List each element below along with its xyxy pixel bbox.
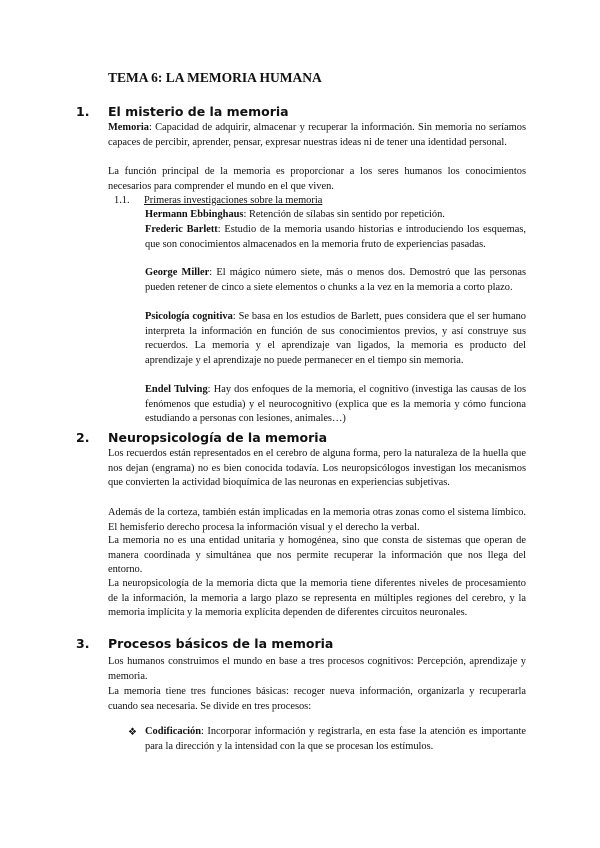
researcher-ebbinghaus	[145, 208, 526, 223]
subsection-heading-1-1	[114, 195, 322, 206]
codificacion-term: Codificación	[145, 726, 201, 737]
researcher-tulving	[145, 383, 526, 427]
neuro-paragraph-4: La neuropsicología de la memoria dicta que la memoria tiene diferentes niveles de procesamiento de la información, la memoria a largo plazo se representa en múltiples regiones del cerebro, y la memoria implícita y la memoria explícita dependen de diferentes circuitos neuronales.	[108, 578, 526, 619]
codificacion-item	[145, 725, 526, 754]
codificacion-text: : Incorporar información y registrarla, en esta fase la atención es importante para la dirección y la intensidad con la que se procesan los estímulos.	[145, 726, 526, 752]
section-label: El misterio de la memoria	[108, 104, 289, 119]
psicologia-cognitiva	[145, 310, 526, 368]
subsection-label: Primeras investigaciones sobre la memoria	[144, 195, 323, 206]
section-heading-2	[76, 430, 328, 445]
section-label: Procesos básicos de la memoria	[108, 636, 334, 651]
procesos-paragraph-1: Los humanos construimos el mundo en base a tres procesos cognitivos: Percepción, aprendizaje y memoria.	[108, 656, 526, 682]
researcher-text: : El mágico número siete, más o menos dos. Demostró que las personas pueden retener de cinco a siete elementos o chunks a la vez en la memoria a corto plazo.	[145, 267, 526, 293]
researcher-term: Endel Tulving	[145, 384, 208, 395]
section-number: 3.	[76, 636, 90, 651]
researcher-barlett	[145, 223, 526, 252]
researcher-term: Hermann Ebbinghaus	[145, 209, 244, 220]
researcher-text: : Hay dos enfoques de la memoria, el cognitivo (investiga las causas de los fenómenos que estudia) y el neurocognitivo (explica que es la memoria y cómo funciona estudiando a personas con lesiones, animales…)	[145, 384, 526, 425]
procesos-paragraph-2: La memoria tiene tres funciones básicas: recoger nueva información, organizarla y recuperarla cuando sea necesaria. Se divide en tres procesos:	[108, 686, 526, 712]
memoria-definition	[108, 121, 526, 150]
researcher-term: Psicología cognitiva	[145, 311, 233, 322]
section-heading-1	[76, 104, 289, 119]
neuro-paragraph-1: Los recuerdos están representados en el cerebro de alguna forma, pero la naturaleza de la huella que nos dejan (engrama) no es bien conocida todavía. Los neuropsicólogos investigan los mecanismos que convierten la actividad bioquímica de las neuronas en experiencias subjetivas.	[108, 448, 526, 489]
researcher-term: Frederic Barlett	[145, 224, 218, 235]
subsection-number: 1.1.	[114, 195, 130, 206]
neuro-paragraph-2: Además de la corteza, también están implicadas en la memoria otras zonas como el sistema límbico. El hemisferio derecho procesa la información visual y el derecho la verbal.	[108, 507, 526, 533]
section-label: Neuropsicología de la memoria	[108, 430, 328, 445]
researcher-text: : Estudio de la memoria usando historias e introduciendo los esquemas, que son conocimientos almacenados en la memoria fruto de experiencias pasadas.	[145, 224, 526, 250]
section-number: 2.	[76, 430, 90, 445]
term-memoria: Memoria	[108, 122, 149, 133]
diamond-bullet-icon: ❖	[128, 727, 137, 738]
memoria-function: La función principal de la memoria es proporcionar a los seres humanos los conocimientos necesarios para comprender el mundo en el que viven.	[108, 166, 526, 192]
researcher-text: : Retención de sílabas sin sentido por repetición.	[243, 209, 445, 220]
section-number: 1.	[76, 104, 90, 119]
section-heading-3	[76, 636, 334, 651]
memoria-def-text: : Capacidad de adquirir, almacenar y recuperar la información. Sin memoria no seríamos capaces de percibir, aprender, pensar, expresar nuestras ideas ni de tener una identidad personal.	[108, 122, 526, 148]
neuro-paragraph-3: La memoria no es una entidad unitaria y homogénea, sino que consta de sistemas que operan de manera coordinada y simultánea que nos permite recuperar la información que nos llega del entorno.	[108, 535, 526, 576]
researcher-text: : Se basa en los estudios de Barlett, pues considera que el ser humano interpreta la información en función de sus conocimientos previos, y así construye sus recuerdos. La memoria y el aprendizaje van ligados, la memoria es producto del aprendizaje y el aprendizaje no puede permanecer en el tiempo sin memoria.	[145, 311, 526, 366]
researcher-miller	[145, 266, 526, 295]
researcher-term: George Miller	[145, 267, 210, 278]
document-title: TEMA 6: LA MEMORIA HUMANA	[108, 70, 322, 85]
